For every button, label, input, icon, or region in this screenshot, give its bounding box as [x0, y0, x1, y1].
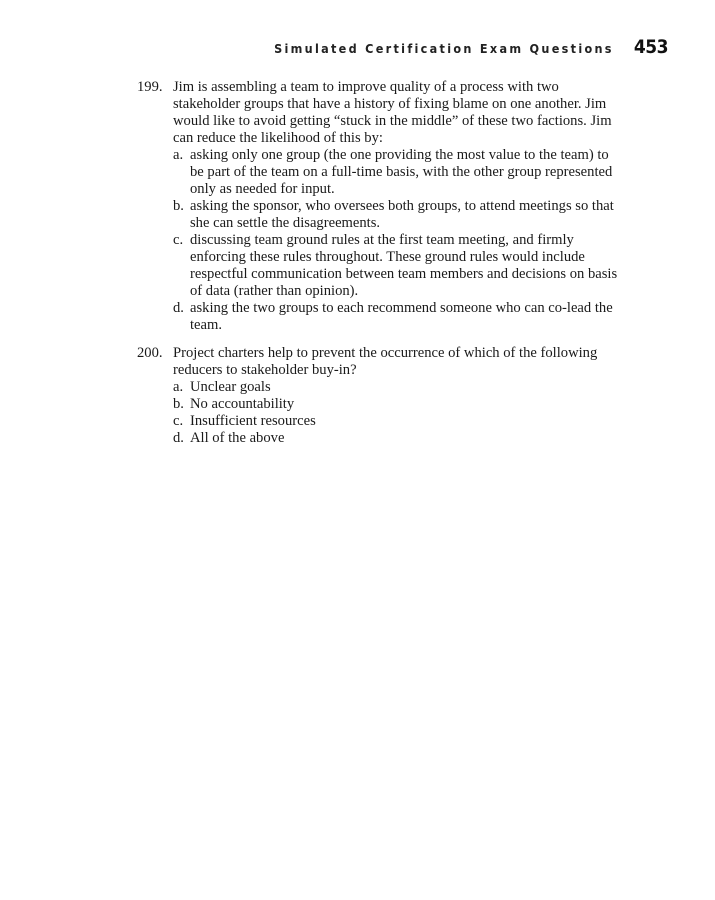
answer-option-b	[173, 396, 623, 413]
option-letter: d.	[173, 430, 184, 446]
answer-option-a	[173, 147, 623, 198]
answer-option-d	[173, 430, 623, 447]
answer-option-a	[173, 379, 623, 396]
running-title: Simulated Certification Exam Questions	[274, 41, 614, 56]
option-text: asking the two groups to each recommend someone who can co-lead the team.	[190, 300, 613, 333]
running-header	[0, 36, 668, 58]
answer-option-c	[173, 232, 623, 300]
option-letter: b.	[173, 198, 184, 214]
answer-option-b	[173, 198, 623, 232]
option-letter: a.	[173, 379, 184, 395]
option-letter: b.	[173, 396, 184, 412]
option-text: asking only one group (the one providing the most value to the team) to be part of the team on a full-time basis, with the other group represented only as needed for input.	[190, 147, 613, 197]
question-stem: Project charters help to prevent the occurrence of which of the following reducers to stakeholder buy-in?	[173, 345, 598, 378]
answer-option-d	[173, 300, 623, 334]
option-letter: d.	[173, 300, 184, 316]
page-number: 453	[633, 36, 668, 58]
option-text: All of the above	[190, 430, 285, 446]
answer-options	[173, 379, 623, 447]
question-200	[0, 345, 623, 447]
option-text: discussing team ground rules at the first team meeting, and firmly enforcing these rules throughout. These ground rules would include respectful communication between team members and decisions on basis of data (rather than opinion).	[190, 232, 618, 299]
option-text: Insufficient resources	[190, 413, 316, 429]
answer-option-c	[173, 413, 623, 430]
question-199	[0, 79, 623, 334]
option-text: Unclear goals	[190, 379, 271, 395]
page-body	[0, 79, 715, 458]
answer-options	[173, 147, 623, 334]
question-number: 200.	[137, 345, 163, 361]
option-text: No accountability	[190, 396, 295, 412]
option-letter: a.	[173, 147, 184, 163]
option-text: asking the sponsor, who oversees both groups, to attend meetings so that she can settle the disagreements.	[190, 198, 614, 231]
question-number: 199.	[137, 79, 163, 95]
option-letter: c.	[173, 232, 184, 248]
question-stem: Jim is assembling a team to improve quality of a process with two stakeholder groups that have a history of fixing blame on one another. Jim would like to avoid getting “stuck in the middle” of these two factions. Jim can reduce the likelihood of this by:	[173, 79, 612, 146]
option-letter: c.	[173, 413, 184, 429]
